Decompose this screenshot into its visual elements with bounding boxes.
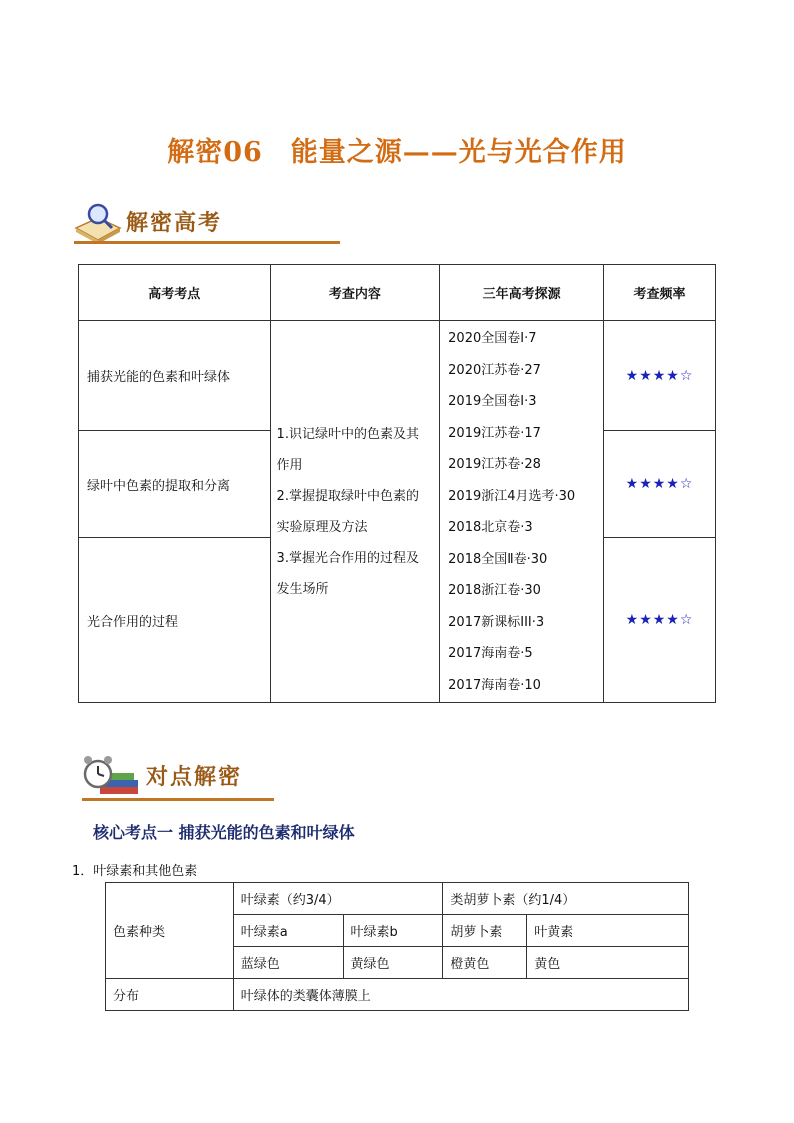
page-title: 解密06 能量之源——光与光合作用 — [167, 137, 627, 168]
alarm-clock-books-icon — [80, 752, 140, 798]
pigment-name: 叶黄素 — [527, 915, 689, 947]
banner-underline — [74, 241, 340, 244]
section-subheading: 核心考点一 捕获光能的色素和叶绿体 — [93, 823, 355, 842]
pigment-group: 叶绿素（约3/4） — [233, 883, 443, 915]
banner-underline — [82, 798, 274, 801]
content-cell — [270, 321, 440, 703]
content-line: 作用 — [276, 457, 303, 473]
banner-label: 对点解密 — [146, 764, 243, 790]
source-item: 2019全国卷Ⅰ·3 — [448, 394, 537, 409]
exam-point-cell: 捕获光能的色素和叶绿体 — [79, 321, 271, 431]
source-item: 2017海南卷·10 — [448, 677, 541, 693]
content-line: 发生场所 — [276, 581, 329, 597]
content-line: 3.掌握光合作用的过程及 — [276, 550, 419, 566]
content-line: 1.识记绿叶中的色素及其 — [276, 426, 419, 442]
pigment-color: 蓝绿色 — [233, 947, 343, 979]
frequency-stars: ★★★★☆ — [604, 538, 716, 703]
source-item: 2020江苏卷·27 — [448, 362, 541, 378]
frequency-stars: ★★★★☆ — [604, 431, 716, 538]
content-line: 2.掌握提取绿叶中色素的 — [276, 488, 419, 504]
source-item: 2019浙江4月选考·30 — [448, 488, 576, 504]
source-item: 2017海南卷·5 — [448, 646, 533, 661]
col-header: 考查频率 — [604, 265, 716, 321]
banner-label: 解密高考 — [126, 210, 223, 236]
pigment-color: 黄绿色 — [343, 947, 443, 979]
magnifier-book-icon — [72, 200, 124, 244]
distribution-value: 叶绿体的类囊体薄膜上 — [233, 979, 688, 1011]
source-item: 2017新课标III·3 — [448, 614, 545, 630]
source-item: 2020全国卷Ⅰ·7 — [448, 331, 537, 346]
col-header: 三年高考探源 — [440, 265, 604, 321]
col-header: 考查内容 — [270, 265, 440, 321]
row-label: 色素种类 — [106, 883, 234, 979]
pigment-name: 胡萝卜素 — [443, 915, 527, 947]
content-line: 实验原理及方法 — [276, 519, 368, 535]
pigment-name: 叶绿素b — [343, 915, 443, 947]
source-item: 2018浙江卷·30 — [448, 583, 541, 598]
sources-cell — [440, 321, 604, 703]
list-item-heading: 1．叶绿素和其他色素 — [72, 864, 198, 879]
pigment-color: 橙黄色 — [443, 947, 527, 979]
row-label: 分布 — [106, 979, 234, 1011]
pigment-table — [105, 882, 689, 1011]
section-banner-points — [80, 752, 280, 802]
source-item: 2019江苏卷·28 — [448, 457, 541, 472]
section-banner-exam — [72, 200, 272, 250]
col-header: 高考考点 — [79, 265, 271, 321]
exam-point-cell: 绿叶中色素的提取和分离 — [79, 431, 271, 538]
frequency-stars: ★★★★☆ — [604, 321, 716, 431]
exam-point-cell: 光合作用的过程 — [79, 538, 271, 703]
source-item: 2019江苏卷·17 — [448, 425, 541, 441]
pigment-name: 叶绿素a — [233, 915, 343, 947]
pigment-group: 类胡萝卜素（约1/4） — [443, 883, 689, 915]
source-item: 2018北京卷·3 — [448, 520, 533, 535]
source-item: 2018全国Ⅱ卷·30 — [448, 551, 548, 567]
exam-overview-table — [78, 264, 716, 703]
pigment-color: 黄色 — [527, 947, 689, 979]
